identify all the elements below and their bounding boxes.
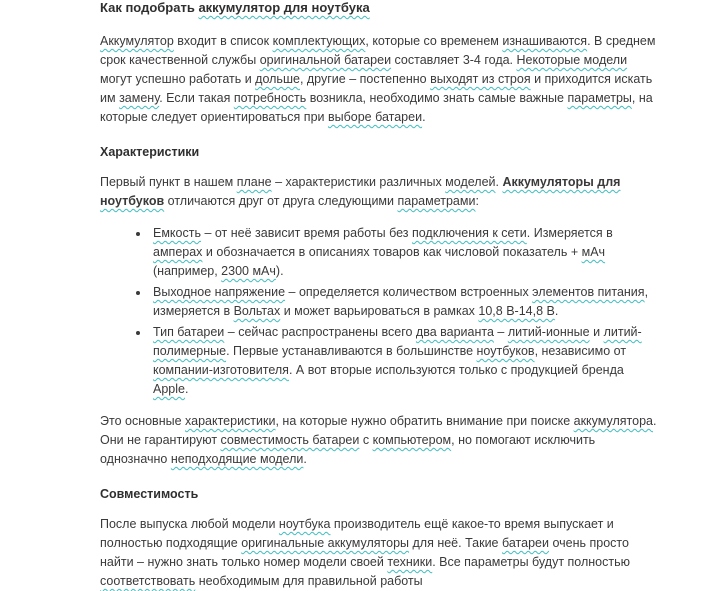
bullet-item (150, 224, 662, 281)
text-run: изнашиваются (502, 34, 588, 48)
text-run: аккумулятор для ноутбука (198, 0, 370, 15)
text-run: входит в список (173, 34, 273, 48)
text-run: и приходится искать им (100, 72, 653, 105)
text-run: компьютером (372, 433, 452, 447)
text-run: Тип батареи (153, 325, 225, 339)
text-run: и обозначается в описаниях товаров как числовой показатель + (202, 245, 582, 259)
text-run: . Если такая (159, 91, 234, 105)
text-run: , на которые следует ориентироваться при (100, 91, 653, 124)
text-run: . (495, 175, 503, 189)
text-run: производитель ещё какое-то время выпускает и полностью подходящие (100, 517, 614, 550)
text-run: После выпуска любой модели (100, 517, 279, 531)
text-run: литий-ионные (507, 325, 590, 339)
text-run: Как подобрать (100, 0, 199, 15)
text-run: – от неё зависит время работы без (200, 226, 412, 240)
text-run: оригинальной батареи (259, 53, 392, 67)
text-run: подключения к сети (411, 226, 527, 240)
text-run: 2300 мАч (221, 264, 276, 278)
text-run: отличаются друг от друга следующими (164, 194, 398, 208)
text-run: Это основные (100, 414, 186, 428)
text-run: . (422, 110, 426, 124)
text-run: выборе батареи (327, 110, 423, 124)
text-run: характеристики (185, 414, 276, 428)
text-run: соответствовать (100, 574, 196, 588)
text-run: для неё. Такие (409, 536, 502, 550)
text-run: – (493, 325, 508, 339)
section-heading (100, 485, 662, 504)
paragraph (100, 515, 662, 591)
text-run: . В среднем срок качественной службы (100, 34, 656, 67)
text-run: и может варьироваться в рамках (280, 304, 479, 318)
text-run: компании-изготовителя (153, 363, 289, 377)
text-run: Характеристики (100, 145, 200, 159)
text-run: . Все параметры будут полностью (432, 555, 630, 569)
text-run: . Они не гарантируют (100, 414, 657, 447)
text-run: очень просто найти – нужно знать только номер модели своей (100, 536, 629, 569)
text-run: могут успешно работать и (100, 72, 256, 86)
text-run: Вольтах (233, 304, 281, 318)
bullet-item (150, 283, 662, 321)
document-title (100, 0, 662, 17)
text-run: оригинальные аккумуляторы (241, 536, 410, 550)
text-run: амперах (153, 245, 203, 259)
text-run: необходимым для правильной работы (195, 574, 423, 588)
section-heading (100, 143, 662, 162)
paragraph (100, 173, 662, 211)
paragraph (100, 32, 662, 127)
text-run: 10,8 В-14,8 В (478, 304, 555, 318)
paragraph (100, 412, 662, 469)
text-run: дольше (255, 72, 300, 86)
text-run: . (554, 304, 559, 318)
text-run: Первый пункт в нашем (100, 175, 237, 189)
text-run: плане (236, 175, 272, 189)
text-run: Совместимость (100, 487, 199, 501)
text-run: батареи (501, 536, 549, 550)
text-run: техники (387, 555, 433, 569)
text-run: Емкость (153, 226, 201, 240)
text-run: . Измеряется в (526, 226, 613, 240)
text-run: замену (119, 91, 160, 105)
text-run: . (184, 382, 189, 396)
text-run: ноутбука (278, 517, 331, 531)
text-run: , на которые нужно обратить внимание при поиске (275, 414, 574, 428)
text-run: Аккумуляторы для ноутбуков (100, 175, 621, 208)
text-run: составляет 3-4 года. (391, 53, 517, 67)
text-run: Аккумулятор (100, 34, 174, 48)
text-run: , которые со временем (365, 34, 503, 48)
text-run: аккумулятора (573, 414, 653, 428)
text-run: мАч (581, 245, 606, 259)
text-run: , измеряется в (153, 285, 649, 318)
text-run: , независимо от (534, 344, 627, 358)
text-run: возникла, необходимо знать самые важные (306, 91, 568, 105)
text-run: элементов питания (532, 285, 645, 299)
text-run: Некоторые модели (516, 53, 628, 67)
text-run: потребность (233, 91, 307, 105)
text-run: моделей (445, 175, 496, 189)
bullet-list (100, 224, 662, 399)
text-run: литий-полимерные (153, 325, 642, 358)
text-run: с (359, 433, 373, 447)
text-run: ). (275, 264, 284, 278)
text-run: . (303, 452, 307, 466)
text-run: ноутбуков (476, 344, 535, 358)
text-run: – определяется количеством встроенных (285, 285, 533, 299)
text-run: . Первые устанавливаются в большинстве (226, 344, 477, 358)
text-run: – сейчас распространены всего (224, 325, 416, 339)
bullet-item (150, 323, 662, 399)
text-run: . А вот вторые используются только с продукцией бренда (288, 363, 624, 377)
text-run: выходят из строя (430, 72, 531, 86)
text-run: Apple (153, 382, 185, 396)
text-run: (например, (153, 264, 222, 278)
text-run: параметрами (397, 194, 476, 208)
text-run: два варианта (415, 325, 494, 339)
text-run: параметры (567, 91, 632, 105)
text-run: , другие – постепенно (299, 72, 431, 86)
text-run: Выходное напряжение (153, 285, 286, 299)
text-run: , но помогают исключить однозначно (100, 433, 596, 466)
text-run: комплектующих (272, 34, 366, 48)
text-run: : (475, 194, 479, 208)
text-run: – характеристики различных (271, 175, 446, 189)
text-run: неподходящие модели (170, 452, 304, 466)
text-run: совместимость батареи (220, 433, 360, 447)
text-run: и (589, 325, 604, 339)
